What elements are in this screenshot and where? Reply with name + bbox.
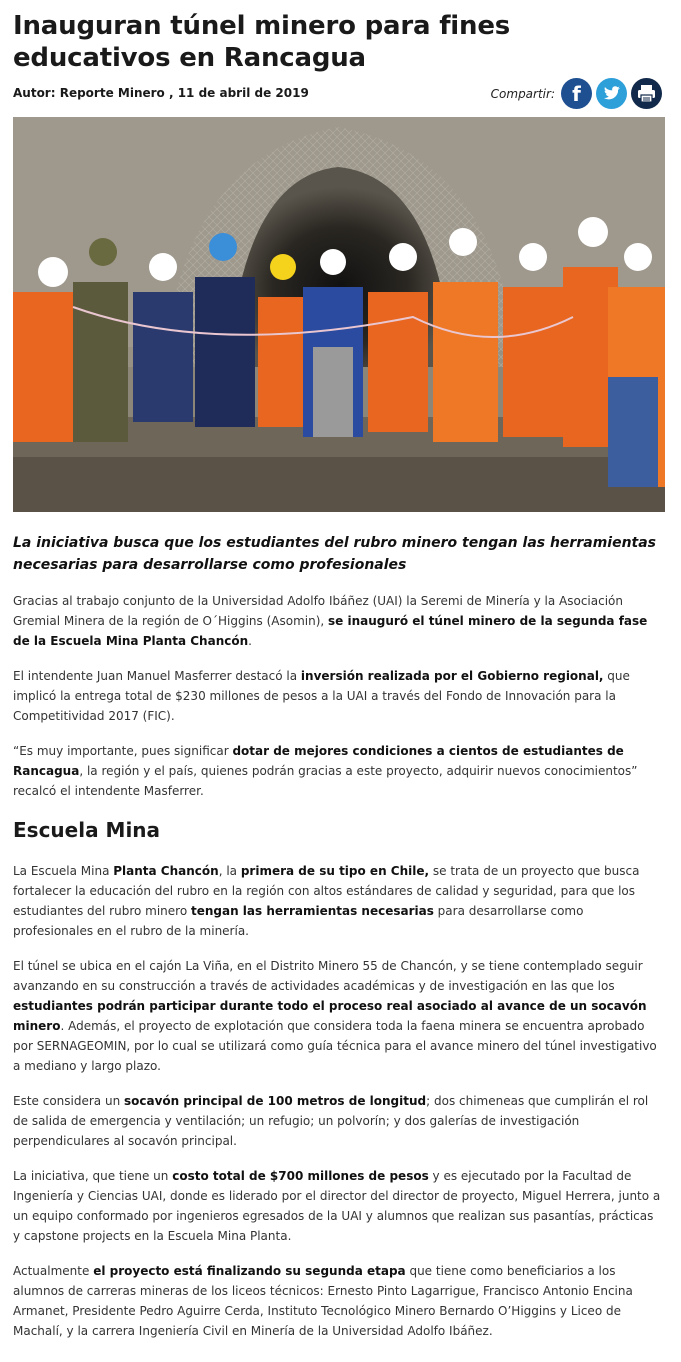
article-paragraph-7 [13, 1166, 663, 1246]
article-paragraph-3 [13, 741, 663, 801]
article-paragraph-1 [13, 591, 663, 651]
bold-text: estudiantes podrán participar durante todo el proceso real asociado al avance de un socavón minero [13, 999, 647, 1033]
text-run: “Es muy importante, pues significar [13, 744, 233, 758]
bold-text: tengan las herramientas necesarias [190, 904, 434, 918]
article-paragraph-8 [13, 1261, 663, 1341]
text-run: El intendente Juan Manuel Masferrer destacó la [13, 669, 301, 683]
text-run: . [248, 634, 252, 648]
text-run: . Además, el proyecto de explotación que considera toda la faena minera se encuentra aprobado por SERNAGEOMIN, por lo cual se utilizará como guía técnica para el avance minero del túnel investigativo a mediano y largo plazo. [13, 1019, 657, 1073]
tunnel-ceremony-image [13, 117, 665, 512]
article-paragraph-6 [13, 1091, 663, 1151]
text-run: para desarrollarse como profesionales en el rubro de la minería. [13, 904, 584, 938]
article-photo [13, 117, 665, 512]
bold-text: el proyecto está finalizando su segunda etapa [93, 1264, 406, 1278]
text-run: se trata de un proyecto que busca fortalecer la educación del rubro en la región con altos estándares de calidad y seguridad, para que los estudiantes del rubro minero [13, 864, 640, 918]
bold-text: inversión realizada por el Gobierno regional, [300, 669, 604, 683]
text-run: La Escuela Mina [13, 864, 114, 878]
print-icon[interactable] [631, 78, 662, 109]
text-run: La iniciativa, que tiene un [13, 1169, 173, 1183]
bold-text: socavón principal de 100 metros de longitud [124, 1094, 427, 1108]
twitter-icon[interactable] [596, 78, 627, 109]
text-run: El túnel se ubica en el cajón La Viña, en el Distrito Minero 55 de Chancón, y se tiene contemplado seguir avanzando en su construcción a través de actividades académicas y de investigación en las que los [13, 959, 643, 993]
article-paragraph-2 [13, 666, 663, 726]
share-bar [491, 78, 662, 109]
article-title: Inauguran túnel minero para fines educativos en Rancagua [13, 11, 511, 73]
bold-text: Planta Chancón [113, 864, 219, 878]
article-paragraph-5 [13, 956, 663, 1076]
facebook-icon[interactable] [561, 78, 592, 109]
article-byline: Autor: Reporte Minero , 11 de abril de 2019 [13, 86, 309, 100]
text-run: que tiene como beneficiarios a los alumnos de carreras mineras de los liceos técnicos: Ernesto Pinto Lagarrigue, Francisco Antonio Encina Armanet, Presidente Pedro Aguirre Cerda, Instituto Tecnológico Minero Bernardo O’Higgins y Liceo de Machalí, y la carrera Ingeniería Civil en Minería de la Universidad Adolfo Ibáñez. [13, 1264, 633, 1338]
article-lead: La iniciativa busca que los estudiantes del rubro minero tengan las herramientas necesarias para desarrollarse como profesionales [13, 535, 657, 573]
svg-text:f: f [572, 82, 581, 106]
bold-text: costo total de $700 millones de pesos [172, 1169, 429, 1183]
text-run: Actualmente [13, 1264, 94, 1278]
text-run: y es ejecutado por la Facultad de Ingeniería y Ciencias UAI, donde es liderado por el director del director de proyecto, Miguel Herrera, junto a un equipo conformado por ingenieros egresados de la UAI y alumnos que realizan sus pasantías, prácticas y capstone projects en la Escuela Mina Planta. [13, 1169, 661, 1243]
text-run: , la región y el país, quienes podrán gracias a este proyecto, adquirir nuevos conocimientos” recalcó el intendente Masferrer. [13, 764, 638, 798]
share-label: Compartir: [490, 86, 555, 101]
bold-text: se inauguró el túnel minero de la segunda fase de la Escuela Mina Planta Chancón [13, 614, 648, 648]
section-heading: Escuela Mina [13, 818, 161, 842]
text-run: Gracias al trabajo conjunto de la Universidad Adolfo Ibáñez (UAI) la Seremi de Minería y la Asociación Gremial Minera de la región de O´Higgins (Asomin), [13, 594, 623, 628]
bold-text: primera de su tipo en Chile, [240, 864, 430, 878]
text-run: Este considera un [13, 1094, 124, 1108]
text-run: ; dos chimeneas que cumplirán el rol de salida de emergencia y ventilación; un refugio; un polvorín; y dos galerías de investigación perpendiculares al socavón principal. [13, 1094, 649, 1148]
text-run: , la [218, 864, 241, 878]
text-run: que implicó la entrega total de $230 millones de pesos a la UAI a través del Fondo de Innovación para la Competitividad 2017 (FIC). [13, 669, 630, 723]
bold-text: dotar de mejores condiciones a cientos de estudiantes de Rancagua [13, 744, 624, 778]
article-paragraph-4 [13, 861, 663, 941]
